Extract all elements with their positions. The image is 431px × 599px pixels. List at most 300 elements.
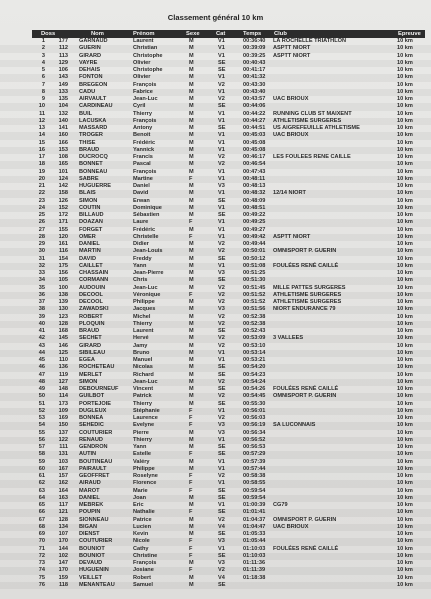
header-epreuve: Epreuve <box>398 31 421 37</box>
cell-doss: 129 <box>58 59 68 66</box>
cell-rang: 28 <box>38 233 45 240</box>
cell-prenom: Jacques <box>133 306 156 313</box>
cell-doss: 102 <box>58 552 68 559</box>
table-row <box>0 227 431 234</box>
cell-temps: 00:36:40 <box>243 38 266 44</box>
cell-epreuve: 10 km <box>397 393 413 400</box>
cell-epreuve: 10 km <box>397 545 413 552</box>
cell-sexe: M <box>189 494 194 501</box>
cell-club: 12/14 NIORT <box>273 190 306 197</box>
cell-prenom: Philippe <box>133 465 155 472</box>
table-row <box>0 38 431 45</box>
cell-doss: 121 <box>58 509 68 516</box>
cell-epreuve: 10 km <box>397 117 413 124</box>
cell-doss: 113 <box>58 52 68 59</box>
cell-doss: 123 <box>58 313 68 320</box>
cell-cat: V1 <box>218 110 225 117</box>
cell-doss: 138 <box>58 291 68 298</box>
cell-epreuve: 10 km <box>397 45 413 52</box>
cell-temps: 00:51:56 <box>243 306 266 313</box>
cell-prenom: Pierre <box>133 429 149 436</box>
cell-rang: 56 <box>38 436 45 443</box>
cell-temps: 00:46:54 <box>243 161 266 168</box>
cell-epreuve: 10 km <box>397 378 413 385</box>
cell-doss: 122 <box>58 436 68 443</box>
cell-sexe: F <box>189 219 193 226</box>
cell-temps: 00:51:08 <box>243 262 266 269</box>
cell-doss: 171 <box>58 219 68 226</box>
cell-sexe: M <box>189 154 194 160</box>
cell-temps: 00:56:03 <box>243 415 266 421</box>
cell-cat: V1 <box>218 204 225 211</box>
cell-epreuve: 10 km <box>397 74 413 81</box>
cell-doss: 111 <box>59 444 68 450</box>
cell-temps: 01:05:33 <box>243 531 266 537</box>
cell-sexe: M <box>189 581 194 588</box>
cell-sexe: F <box>189 567 193 574</box>
cell-cat: V1 <box>218 175 225 182</box>
table-row <box>0 248 431 255</box>
cell-prenom: Hervé <box>133 335 149 342</box>
cell-sexe: M <box>189 262 194 269</box>
cell-rang: 31 <box>38 255 45 262</box>
cell-rang: 65 <box>38 502 45 508</box>
cell-sexe: M <box>189 284 194 291</box>
table-row <box>0 509 431 516</box>
table-row <box>0 466 431 473</box>
cell-prenom: Pascal <box>133 161 151 168</box>
cell-sexe: M <box>189 371 194 378</box>
cell-epreuve: 10 km <box>397 371 413 378</box>
cell-rang: 5 <box>41 67 45 73</box>
cell-cat: SE <box>218 212 226 218</box>
cell-temps: 00:57:29 <box>243 451 266 458</box>
cell-sexe: M <box>189 183 194 189</box>
cell-rang: 7 <box>41 81 45 88</box>
cell-temps: 00:52:43 <box>243 328 266 334</box>
cell-cat: V1 <box>218 139 225 146</box>
cell-rang: 1 <box>41 38 45 44</box>
cell-epreuve: 10 km <box>397 248 413 255</box>
page-title: Classement général 10 km <box>167 13 264 22</box>
cell-cat: V2 <box>218 291 225 298</box>
table-row <box>0 495 431 502</box>
cell-prenom: Michel <box>133 313 151 320</box>
cell-doss: 116 <box>58 248 68 255</box>
cell-cat: V3 <box>218 183 225 189</box>
cell-doss: 156 <box>58 270 68 276</box>
cell-prenom: Christophe <box>133 67 163 73</box>
cell-temps: 00:41:32 <box>243 74 266 81</box>
cell-sexe: M <box>189 74 194 81</box>
cell-epreuve: 10 km <box>397 349 413 356</box>
cell-nom: EGEA <box>79 357 95 363</box>
table-row <box>0 67 431 74</box>
cell-prenom: Sébastien <box>133 212 160 218</box>
cell-temps: 00:55:30 <box>243 400 266 407</box>
cell-doss: 124 <box>58 175 68 182</box>
cell-epreuve: 10 km <box>397 96 413 102</box>
cell-cat: SE <box>218 277 226 284</box>
cell-doss: 166 <box>58 139 68 146</box>
cell-epreuve: 10 km <box>397 487 413 494</box>
cell-doss: 132 <box>58 110 68 117</box>
cell-epreuve: 10 km <box>397 400 413 407</box>
cell-cat: SE <box>218 59 226 66</box>
cell-temps: 00:59:54 <box>243 487 266 494</box>
cell-epreuve: 10 km <box>397 146 413 153</box>
cell-prenom: Benoit <box>133 132 151 139</box>
table-row <box>0 198 431 205</box>
cell-doss: 142 <box>58 183 68 189</box>
table-row <box>0 408 431 415</box>
cell-sexe: M <box>189 560 194 566</box>
cell-epreuve: 10 km <box>397 38 413 44</box>
cell-doss: 147 <box>58 560 68 566</box>
cell-nom: CARDINEAU <box>79 103 113 110</box>
header-prenom: Prénom <box>133 31 155 37</box>
cell-temps: 00:56:19 <box>243 422 266 429</box>
cell-nom: ZAWADSKI <box>79 306 109 313</box>
cell-doss: 155 <box>58 226 68 233</box>
cell-prenom: Erwan <box>133 197 150 204</box>
cell-temps: 01:10:03 <box>243 545 266 552</box>
cell-epreuve: 10 km <box>397 335 413 342</box>
table-row <box>0 53 431 60</box>
cell-temps: 00:54:24 <box>243 378 266 385</box>
cell-cat: V2 <box>218 154 225 160</box>
cell-temps: 00:48:32 <box>243 190 266 197</box>
cell-sexe: M <box>189 139 194 146</box>
cell-rang: 11 <box>39 110 45 117</box>
cell-epreuve: 10 km <box>397 567 413 574</box>
cell-doss: 103 <box>58 458 68 465</box>
cell-cat: V1 <box>218 132 225 139</box>
cell-epreuve: 10 km <box>397 154 413 160</box>
cell-temps: 00:50:01 <box>243 248 266 255</box>
cell-nom: HUGUENIN <box>79 567 109 574</box>
cell-rang: 75 <box>38 574 45 581</box>
cell-doss: 120 <box>58 233 68 240</box>
cell-prenom: Valéry <box>133 458 150 465</box>
table-row <box>0 299 431 306</box>
cell-prenom: François <box>133 168 157 175</box>
cell-doss: 146 <box>58 342 68 349</box>
table-row <box>0 444 431 451</box>
cell-temps: 00:47:43 <box>243 168 266 175</box>
cell-cat: V4 <box>218 574 225 581</box>
cell-sexe: M <box>189 168 194 175</box>
table-row <box>0 567 431 574</box>
cell-epreuve: 10 km <box>397 516 413 523</box>
table-row <box>0 118 431 125</box>
cell-rang: 73 <box>38 560 45 566</box>
cell-rang: 38 <box>38 306 45 313</box>
cell-cat: SE <box>218 509 226 516</box>
cell-cat: V1 <box>218 465 225 472</box>
table-row <box>0 169 431 176</box>
cell-sexe: F <box>189 291 193 298</box>
cell-rang: 62 <box>38 480 45 487</box>
cell-epreuve: 10 km <box>397 67 413 73</box>
cell-rang: 22 <box>38 190 45 197</box>
table-row <box>0 285 431 292</box>
table-row <box>0 538 431 545</box>
cell-sexe: F <box>189 487 193 494</box>
cell-cat: SE <box>218 451 226 458</box>
cell-prenom: Antony <box>133 125 153 131</box>
cell-sexe: M <box>189 125 194 131</box>
cell-doss: 149 <box>58 81 68 88</box>
cell-nom: BUIL <box>79 110 93 117</box>
cell-nom: CORMANN <box>79 277 109 284</box>
cell-rang: 40 <box>38 320 45 327</box>
cell-prenom: David <box>133 190 149 197</box>
cell-doss: 117 <box>58 502 68 508</box>
cell-prenom: Olivier <box>133 74 151 81</box>
cell-doss: 105 <box>58 277 68 284</box>
cell-rang: 50 <box>38 393 45 400</box>
cell-sexe: M <box>189 378 194 385</box>
table-row <box>0 256 431 263</box>
cell-doss: 172 <box>58 212 68 218</box>
cell-nom: SIBILEAU <box>79 349 106 356</box>
cell-doss: 163 <box>58 494 68 501</box>
cell-cat: V2 <box>218 516 225 523</box>
cell-doss: 159 <box>58 574 68 581</box>
cell-nom: SEHEDIC <box>79 422 104 429</box>
cell-club: OMNISPORT P. GUERIN <box>273 516 337 523</box>
table-row <box>0 234 431 241</box>
cell-epreuve: 10 km <box>397 531 413 537</box>
cell-club: UAC BRIOUX <box>273 523 309 530</box>
cell-prenom: Cyril <box>133 103 146 110</box>
table-row <box>0 74 431 81</box>
cell-sexe: F <box>189 538 193 545</box>
cell-rang: 6 <box>41 74 45 81</box>
cell-sexe: M <box>189 117 194 124</box>
cell-epreuve: 10 km <box>397 103 413 110</box>
table-row <box>0 263 431 270</box>
cell-temps: 00:49:42 <box>243 233 266 240</box>
cell-sexe: M <box>189 88 194 95</box>
cell-prenom: Daniel <box>133 183 150 189</box>
table-row <box>0 176 431 183</box>
cell-rang: 76 <box>38 581 45 588</box>
cell-prenom: François <box>133 560 157 566</box>
cell-cat: SE <box>218 255 226 262</box>
cell-cat: V1 <box>218 349 225 356</box>
table-row <box>0 553 431 560</box>
cell-rang: 54 <box>38 422 45 429</box>
cell-nom: SABRE <box>79 175 99 182</box>
cell-sexe: F <box>189 175 193 182</box>
cell-doss: 160 <box>58 132 68 139</box>
cell-nom: DIENST <box>79 531 100 537</box>
cell-doss: 101 <box>58 168 68 175</box>
cell-sexe: M <box>189 531 194 537</box>
cell-prenom: Jean-Luc <box>133 284 158 291</box>
cell-temps: 00:53:21 <box>243 357 266 363</box>
table-row <box>0 96 431 103</box>
cell-rang: 39 <box>38 313 45 320</box>
cell-prenom: Richard <box>133 371 154 378</box>
cell-doss: 134 <box>58 523 68 530</box>
cell-sexe: M <box>189 81 194 88</box>
cell-temps: 00:58:38 <box>243 473 266 479</box>
cell-epreuve: 10 km <box>397 168 413 175</box>
table-row <box>0 437 431 444</box>
cell-club: UAC BRIOUX <box>273 96 309 102</box>
cell-sexe: F <box>189 407 193 414</box>
cell-temps: 00:48:11 <box>243 175 266 182</box>
cell-doss: 158 <box>58 190 68 197</box>
header-nom: Nom <box>91 31 104 37</box>
cell-epreuve: 10 km <box>397 132 413 139</box>
cell-sexe: M <box>189 502 194 508</box>
cell-rang: 63 <box>38 487 45 494</box>
table-row <box>0 161 431 168</box>
cell-sexe: M <box>189 357 194 363</box>
cell-sexe: M <box>189 52 194 59</box>
cell-temps: 00:58:55 <box>243 480 266 487</box>
cell-sexe: M <box>189 146 194 153</box>
cell-nom: DEHAIS <box>79 67 101 73</box>
cell-epreuve: 10 km <box>397 473 413 479</box>
cell-temps: 00:56:34 <box>243 429 266 436</box>
cell-doss: 112 <box>58 45 68 52</box>
cell-epreuve: 10 km <box>397 219 413 226</box>
cell-temps: 00:57:39 <box>243 458 266 465</box>
cell-club: OMNISPORT P. GUERIN <box>273 393 337 400</box>
cell-sexe: M <box>189 255 194 262</box>
cell-nom: GIRARD <box>79 52 102 59</box>
cell-prenom: Francis <box>133 154 153 160</box>
cell-cat: V2 <box>218 415 225 421</box>
cell-temps: 01:05:44 <box>243 538 266 545</box>
cell-doss: 164 <box>58 487 68 494</box>
cell-cat: SE <box>218 400 226 407</box>
cell-prenom: Thierry <box>133 436 152 443</box>
cell-rang: 49 <box>38 386 45 392</box>
cell-rang: 68 <box>38 523 45 530</box>
cell-temps: 00:44:27 <box>243 117 266 124</box>
cell-sexe: M <box>189 226 194 233</box>
cell-doss: 128 <box>58 516 68 523</box>
cell-rang: 72 <box>38 552 45 559</box>
cell-temps: 00:51:52 <box>243 291 266 298</box>
cell-sexe: M <box>189 103 194 110</box>
cell-doss: 143 <box>58 74 68 81</box>
cell-epreuve: 10 km <box>397 291 413 298</box>
table-row <box>0 451 431 458</box>
table-row <box>0 393 431 400</box>
cell-nom: MAROT <box>79 487 100 494</box>
cell-temps: 00:53:14 <box>243 349 266 356</box>
cell-epreuve: 10 km <box>397 59 413 66</box>
cell-epreuve: 10 km <box>397 306 413 313</box>
cell-cat: V2 <box>218 335 225 342</box>
cell-club: LES FOULEES RENE CAILLE <box>273 154 351 160</box>
cell-sexe: F <box>189 451 193 458</box>
cell-rang: 27 <box>38 226 45 233</box>
cell-prenom: Joan <box>133 494 147 501</box>
cell-rang: 8 <box>41 88 45 95</box>
cell-doss: 130 <box>58 306 68 313</box>
cell-prenom: Philippe <box>133 299 155 305</box>
cell-prenom: Thierry <box>133 320 152 327</box>
cell-prenom: Christophe <box>133 52 163 59</box>
cell-prenom: Dominique <box>133 204 162 211</box>
cell-epreuve: 10 km <box>397 494 413 501</box>
cell-cat: SE <box>218 531 226 537</box>
table-row <box>0 546 431 553</box>
cell-cat: V1 <box>218 233 225 240</box>
cell-rang: 4 <box>41 59 45 66</box>
cell-sexe: F <box>189 545 193 552</box>
cell-nom: COUTURIER <box>79 538 113 545</box>
cell-doss: 118 <box>58 581 68 588</box>
table-row <box>0 190 431 197</box>
cell-epreuve: 10 km <box>397 386 413 392</box>
cell-doss: 167 <box>58 465 68 472</box>
cell-prenom: Stéphanie <box>133 407 160 414</box>
cell-prenom: Yann <box>133 262 147 269</box>
cell-temps: 01:04:37 <box>243 516 266 523</box>
cell-cat: V2 <box>218 313 225 320</box>
cell-prenom: Nicolas <box>133 364 153 371</box>
cell-sexe: F <box>189 480 193 487</box>
cell-nom: VEILLET <box>79 574 102 581</box>
cell-rang: 41 <box>38 328 45 334</box>
table-row <box>0 111 431 118</box>
cell-temps: 00:43:57 <box>243 96 266 102</box>
cell-rang: 45 <box>38 357 45 363</box>
cell-prenom: François <box>133 117 157 124</box>
cell-prenom: Manuel <box>133 357 153 363</box>
table-row <box>0 270 431 277</box>
table-row <box>0 212 431 219</box>
cell-cat: V2 <box>218 161 225 168</box>
cell-cat: SE <box>218 67 226 73</box>
cell-epreuve: 10 km <box>397 465 413 472</box>
cell-doss: 125 <box>58 349 68 356</box>
cell-temps: 00:56:53 <box>243 444 266 450</box>
cell-nom: PAIRAULT <box>79 465 107 472</box>
cell-rang: 36 <box>38 291 45 298</box>
cell-doss: 168 <box>58 328 68 334</box>
cell-cat: V1 <box>218 190 225 197</box>
cell-epreuve: 10 km <box>397 204 413 211</box>
cell-sexe: M <box>189 458 194 465</box>
cell-epreuve: 10 km <box>397 502 413 508</box>
cell-epreuve: 10 km <box>397 480 413 487</box>
cell-epreuve: 10 km <box>397 52 413 59</box>
cell-doss: 109 <box>58 407 68 414</box>
cell-doss: 177 <box>58 38 68 44</box>
cell-rang: 32 <box>38 262 45 269</box>
cell-sexe: M <box>189 349 194 356</box>
table-row <box>0 386 431 393</box>
table-row <box>0 422 431 429</box>
cell-sexe: F <box>189 233 193 240</box>
cell-temps: 00:49:22 <box>243 212 266 218</box>
table-row <box>0 89 431 96</box>
cell-nom: POUPIN <box>79 509 101 516</box>
cell-prenom: Roselyne <box>133 473 158 479</box>
cell-nom: THISE <box>79 139 96 146</box>
cell-prenom: Thierry <box>133 400 152 407</box>
